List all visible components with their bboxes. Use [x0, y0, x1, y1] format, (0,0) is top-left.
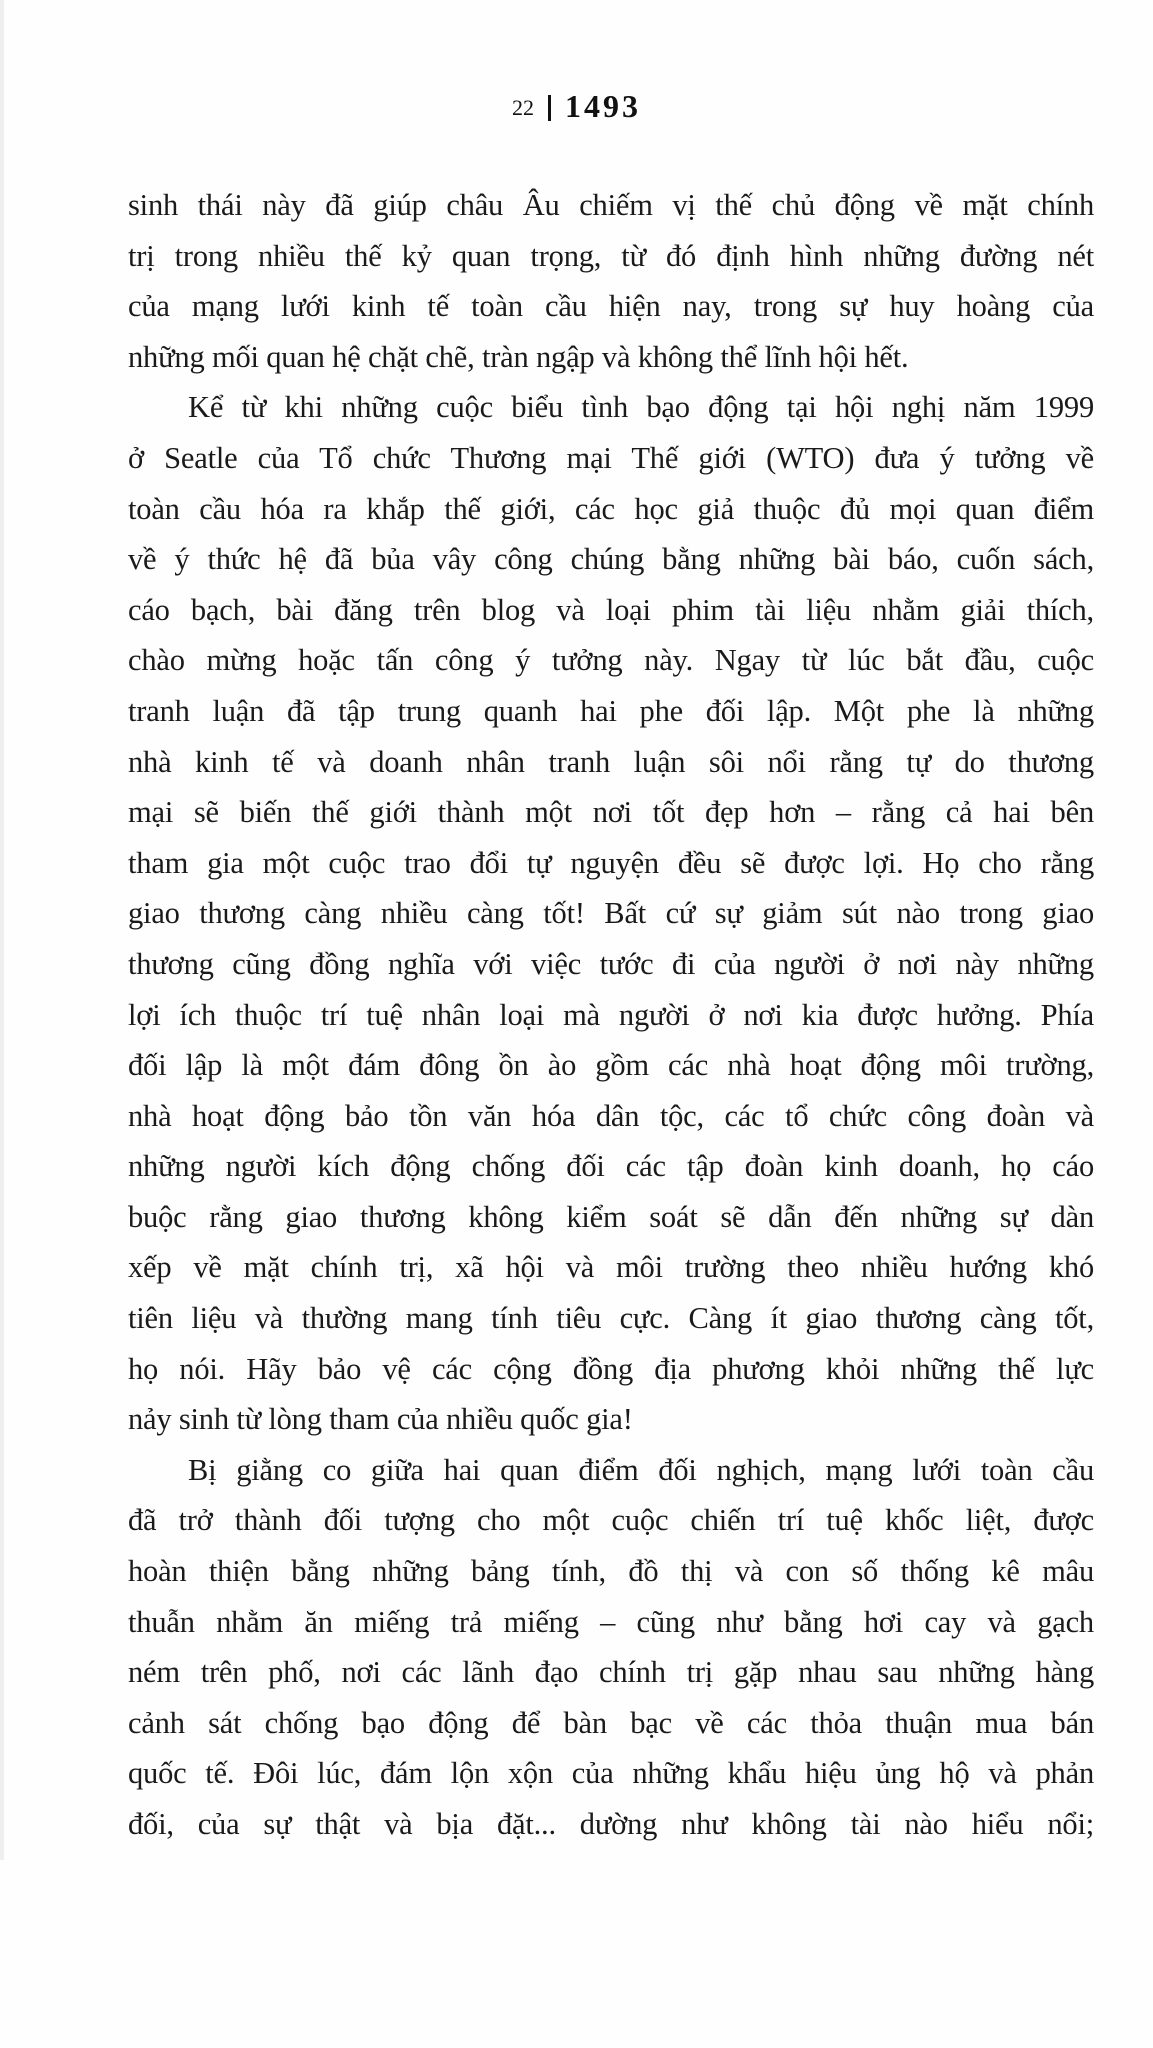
text-line: lợi ích thuộc trí tuệ nhân loại mà người ở nơi kia được hưởng. Phía	[128, 997, 1094, 1032]
text-line: đã trở thành đối tượng cho một cuộc chiến trí tuệ khốc liệt, được	[128, 1503, 1094, 1538]
text-line: nảy sinh từ lòng tham của nhiều quốc gia!	[128, 1402, 633, 1437]
text-line: những người kích động chống đối các tập đoàn kinh doanh, họ cáo	[128, 1149, 1094, 1184]
text-line: ở Seatle của Tổ chức Thương mại Thế giới (WTO) đưa ý tưởng về	[128, 440, 1094, 475]
text-line: đối lập là một đám đông ồn ào gồm các nhà hoạt động môi trường,	[128, 1048, 1094, 1083]
text-line: Bị giằng co giữa hai quan điểm đối nghịch, mạng lưới toàn cầu	[188, 1452, 1094, 1487]
text-line: những mối quan hệ chặt chẽ, tràn ngập và không thể lĩnh hội hết.	[128, 339, 909, 374]
text-line: cảnh sát chống bạo động để bàn bạc về các thỏa thuận mua bán	[128, 1705, 1094, 1740]
paragraph-3	[128, 1445, 1094, 1850]
text-line: toàn cầu hóa ra khắp thế giới, các học giả thuộc đủ mọi quan điểm	[128, 491, 1094, 526]
paragraph-2	[128, 382, 1094, 1444]
text-line: giao thương càng nhiều càng tốt! Bất cứ sự giảm sút nào trong giao	[128, 896, 1094, 931]
text-line: về ý thức hệ đã bủa vây công chúng bằng những bài báo, cuốn sách,	[128, 542, 1094, 577]
text-line: họ nói. Hãy bảo vệ các cộng đồng địa phương khỏi những thế lực	[128, 1351, 1094, 1386]
text-line: cáo bạch, bài đăng trên blog và loại phim tài liệu nhằm giải thích,	[128, 592, 1094, 627]
text-line: buộc rằng giao thương không kiểm soát sẽ dẫn đến những sự dàn	[128, 1199, 1094, 1234]
text-line: Kể từ khi những cuộc biểu tình bạo động tại hội nghị năm 1999	[188, 390, 1094, 425]
paragraph-1	[128, 180, 1094, 382]
running-head	[0, 86, 1153, 128]
text-line: nhà kinh tế và doanh nhân tranh luận sôi nổi rằng tự do thương	[128, 744, 1094, 779]
text-line: xếp về mặt chính trị, xã hội và môi trường theo nhiều hướng khó	[128, 1250, 1094, 1285]
text-line: của mạng lưới kinh tế toàn cầu hiện nay, trong sự huy hoàng của	[128, 289, 1094, 324]
text-line: nhà hoạt động bảo tồn văn hóa dân tộc, các tổ chức công đoàn và	[128, 1098, 1094, 1133]
page-binding-edge	[0, 0, 4, 1860]
text-line: trị trong nhiều thế kỷ quan trọng, từ đó định hình những đường nét	[128, 238, 1094, 273]
page-number: 22	[512, 95, 534, 120]
text-line: hoàn thiện bằng những bảng tính, đồ thị và con số thống kê mâu	[128, 1554, 1094, 1589]
text-line: tham gia một cuộc trao đổi tự nguyện đều sẽ được lợi. Họ cho rằng	[128, 845, 1094, 880]
text-line: đối, của sự thật và bịa đặt... dường như không tài nào hiểu nổi;	[128, 1807, 1094, 1841]
text-line: quốc tế. Đôi lúc, đám lộn xộn của những khẩu hiệu ủng hộ và phản	[128, 1756, 1094, 1791]
text-line: sinh thái này đã giúp châu Âu chiếm vị thế chủ động về mặt chính	[128, 188, 1094, 222]
text-line: tiên liệu và thường mang tính tiêu cực. Càng ít giao thương càng tốt,	[128, 1301, 1094, 1336]
text-line: tranh luận đã tập trung quanh hai phe đối lập. Một phe là những	[128, 693, 1094, 728]
header-separator	[548, 95, 551, 121]
book-title: 1493	[565, 88, 641, 124]
text-line: ném trên phố, nơi các lãnh đạo chính trị gặp nhau sau những hàng	[128, 1655, 1094, 1690]
text-line: thương cũng đồng nghĩa với việc tước đi của người ở nơi này những	[128, 946, 1094, 981]
text-line: chào mừng hoặc tấn công ý tưởng này. Ngay từ lúc bắt đầu, cuộc	[128, 643, 1094, 678]
text-line: thuẫn nhằm ăn miếng trả miếng – cũng như bằng hơi cay và gạch	[128, 1604, 1094, 1639]
text-line: mại sẽ biến thế giới thành một nơi tốt đẹp hơn – rằng cả hai bên	[128, 795, 1094, 830]
body-text	[128, 180, 1094, 1850]
